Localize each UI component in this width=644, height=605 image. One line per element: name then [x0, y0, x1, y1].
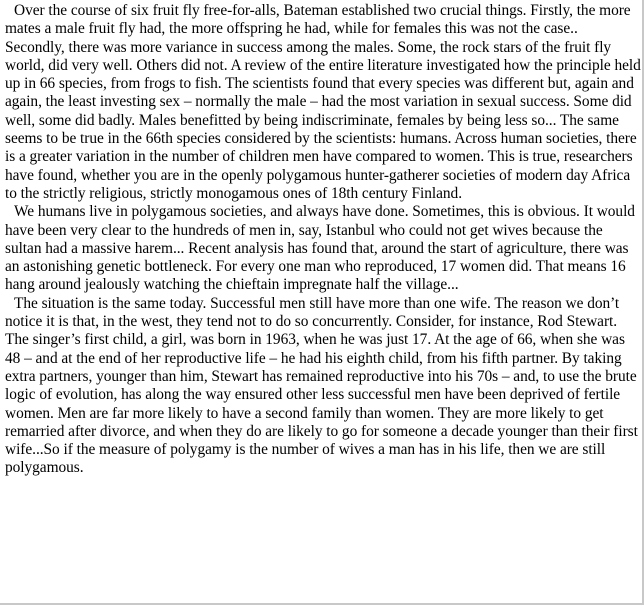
paragraph-polygamous-societies: We humans live in polygamous societies, and always have done. Sometimes, this is obvious. It would have been very clear to the hundreds of men in, say, Istanbul who could not get wives because the sultan had a massive harem... Recent analysis has found that, around the start of agriculture, there was an astonishing genetic bottleneck. For every one man who reproduced, 17 women did. That means 16 hang around jealously watching the chieftain impregnate half the village...: [5, 203, 635, 294]
paragraph-bateman-findings: Over the course of six fruit fly free-for-alls, Bateman established two crucial things. Firstly, the more mates a male fruit fly had, the more offspring he had, while for females this was not the case.. Secondly, there was more variance in success among the males. Some, the rock stars of the fruit fly world, did very well. Others did not. A review of the entire literature investigated how the principle held up in 66 species, from frogs to fish. The scientists found that every species was different but, again and again, the least investing sex – normally the male – had the most variation in sexual success. Some did well, some did badly. Males benefitted by being indiscriminate, females by being less so... The same seems to be true in the 66th species considered by the scientists: humans. Across human societies, there is a greater variation in the number of children men have compared to women. This is true, researchers have found, whether you are in the openly polygamous hunter-gatherer societies of modern day Africa to the strictly religious, strictly monogamous ones of 18th century Finland.: [5, 2, 641, 202]
paragraph-situation-today: The situation is the same today. Successful men still have more than one wife. The reason we don’t notice it is that, in the west, they tend not to do so concurrently. Consider, for instance, Rod Stewart. The singer’s first child, a girl, was born in 1963, when he was just 17. At the age of 66, when she was 48 – and at the end of her reproductive life – he had his eighth child, from his fifth partner. By taking extra partners, younger than him, Stewart has remained reproductive into his 70s – and, to use the brute logic of evolution, has along the way ensured other less successful men have been deprived of fertile women. Men are far more likely to have a second family than women. They are more likely to get remarried after divorce, and when they do are likely to go for someone a decade younger than their first wife...So if the measure of polygamy is the number of wives a man has in his life, then we are still polygamous.: [5, 294, 638, 477]
article-body: [5, 2, 641, 478]
